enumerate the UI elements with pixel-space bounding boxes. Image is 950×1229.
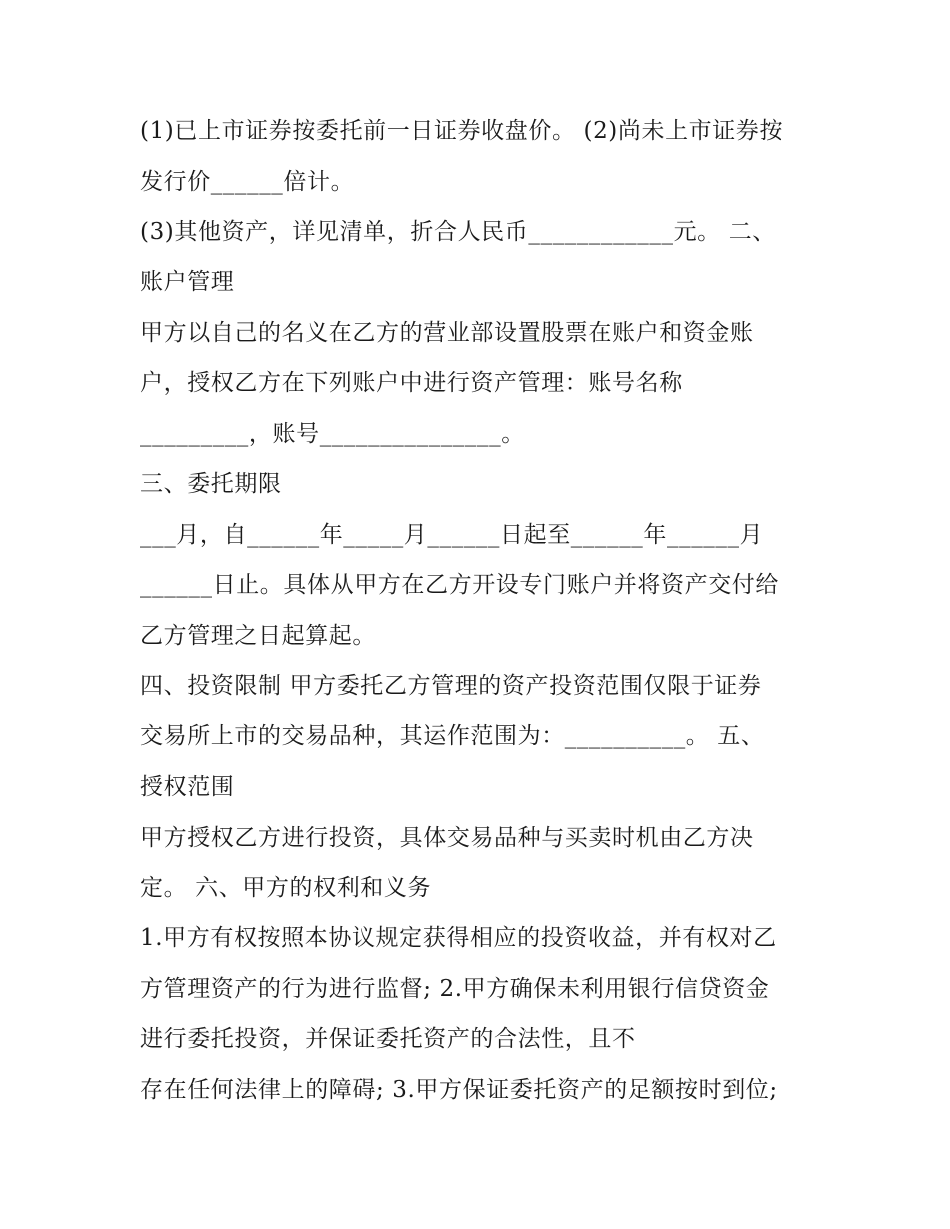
- text-line: 1.甲方有权按照本协议规定获得相应的投资收益，并有权对乙: [140, 925, 777, 951]
- text-line: ______日止。具体从甲方在乙方开设专门账户并将资产交付给: [140, 572, 779, 598]
- text-line: 乙方管理之日起算起。: [140, 623, 376, 649]
- section-heading: 三、委托期限: [140, 471, 282, 497]
- text-line: 存在任何法律上的障碍; 3.甲方保证委托资产的足额按时到位;: [140, 1077, 778, 1103]
- text-line: 交易所上市的交易品种，其运作范围为：__________。 五、: [140, 723, 765, 749]
- text-line: 定。 六、甲方的权利和义务: [140, 875, 432, 901]
- text-line: 进行委托投资，并保证委托资产的合法性，且不: [140, 1026, 636, 1052]
- text-line: 户，授权乙方在下列账户中进行资产管理：账号名称: [140, 370, 683, 396]
- section-heading: 授权范围: [140, 774, 235, 800]
- text-line: 甲方授权乙方进行投资，具体交易品种与买卖时机由乙方决: [140, 825, 754, 851]
- text-line: (1)已上市证券按委托前一日证券收盘价。 (2)尚未上市证券按: [140, 118, 784, 144]
- text-line: 甲方以自己的名义在乙方的营业部设置股票在账户和资金账: [140, 320, 754, 346]
- section-heading: 账户管理: [140, 269, 235, 295]
- text-line: ___月，自______年_____月______日起至______年______月: [140, 522, 764, 548]
- text-line: 方管理资产的行为进行监督; 2.甲方确保未利用银行信贷资金: [140, 976, 770, 1002]
- text-line: _________，账号_______________。: [140, 421, 525, 447]
- text-line: 四、投资限制 甲方委托乙方管理的资产投资范围仅限于证券: [140, 673, 762, 699]
- text-line: 发行价______倍计。: [140, 169, 355, 195]
- text-line: (3)其他资产，详见清单，折合人民币____________元。 二、: [140, 219, 776, 245]
